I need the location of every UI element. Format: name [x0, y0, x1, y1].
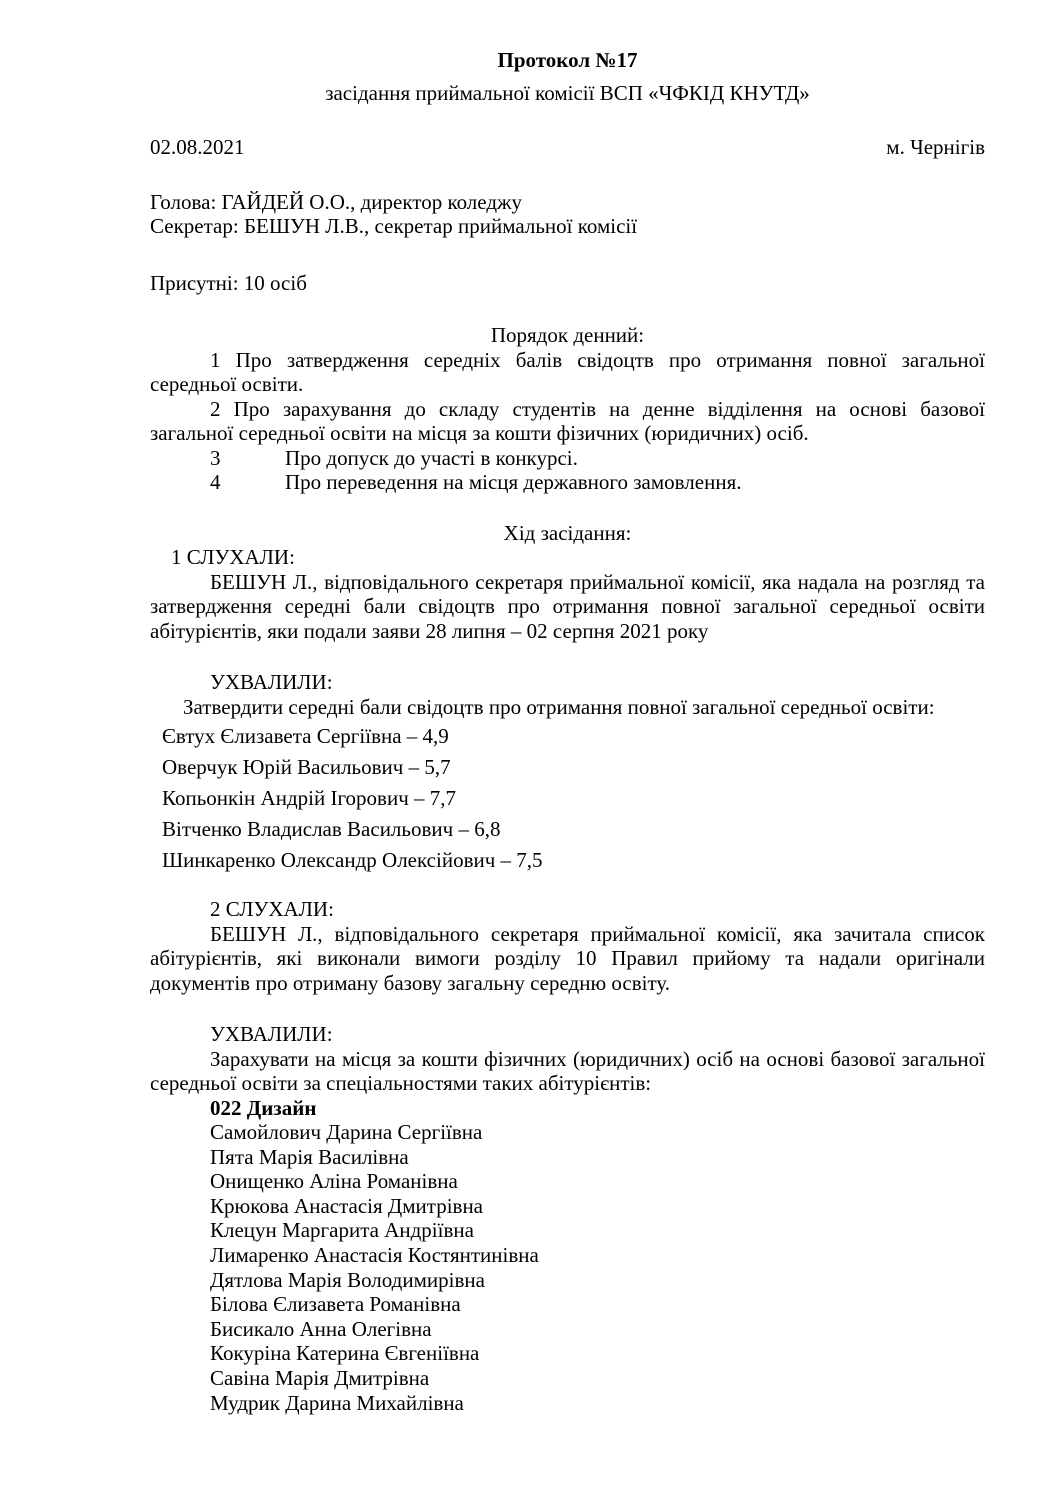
student-list-item: Самойлович Дарина Сергіївна: [210, 1120, 483, 1144]
agenda-item-4-number: 4: [210, 470, 221, 494]
agenda-item-1: [150, 348, 985, 397]
student-list-item: Дятлова Марія Володимирівна: [210, 1267, 485, 1292]
document-date: 02.08.2021: [150, 135, 245, 159]
specialty-heading: 022 Дизайн: [210, 1095, 317, 1120]
document-title: Протокол №17: [497, 48, 638, 72]
section2-heard-heading: 2 СЛУХАЛИ:: [210, 897, 334, 921]
student-list-item: Онищенко Аліна Романівна: [210, 1169, 458, 1194]
score-list-item: Євтух Єлизавета Сергіївна – 4,9: [162, 724, 449, 748]
score-list-item: Копьонкін Андрій Ігорович – 7,7: [162, 786, 456, 810]
section1-heard-heading: 1 СЛУХАЛИ:: [171, 545, 295, 569]
agenda-item-3-number: 3: [210, 445, 221, 470]
chairman-line: Голова: ГАЙДЕЙ О.О., директор коледжу: [150, 189, 523, 214]
section1-resolution-intro: Затвердити середні бали свідоцтв про отримання повної загальної середньої освіти:: [183, 694, 935, 719]
document-subtitle: засідання приймальної комісії ВСП «ЧФКІД КНУТД»: [325, 80, 810, 105]
student-list-item: Білова Єлизавета Романівна: [210, 1292, 461, 1317]
student-list-item: Пята Марія Василівна: [210, 1144, 409, 1169]
agenda-item-3: [150, 446, 985, 471]
agenda-item-2: [150, 397, 985, 446]
student-list-item: Крюкова Анастасія Дмитрівна: [210, 1193, 483, 1218]
document-city: м. Чернігів: [886, 135, 985, 159]
agenda-heading: Порядок денний:: [490, 323, 645, 347]
student-list-item: Лимаренко Анастасія Костянтинівна: [210, 1242, 539, 1267]
section2-resolution-intro: Зарахувати на місця за кошти фізичних (юридичних) осіб на основі базової загальної середньої освіти за спеціальностями таких абітурієнтів:: [150, 1046, 985, 1095]
student-list-item: Савіна Марія Дмитрівна: [210, 1365, 430, 1390]
section2-speech: БЕШУН Л., відповідального секретаря приймальної комісії, яка зачитала список абітурієнтів, які виконали вимоги розділу 10 Правил прийому та надали оригінали документів про отриману базову загальну середню освіту.: [150, 921, 985, 995]
agenda-item-3-text: Про допуск до участі в конкурсі.: [285, 445, 578, 470]
score-list-item: Шинкаренко Олександр Олексійович – 7,5: [162, 848, 543, 872]
section2-resolution-heading: УХВАЛИЛИ:: [210, 1022, 333, 1046]
student-list-item: Кокуріна Катерина Євгеніївна: [210, 1341, 480, 1366]
officials-block: [150, 190, 985, 239]
secretary-line: Секретар: БЕШУН Л.В., секретар приймальної комісії: [150, 214, 638, 238]
student-list-item: Мудрик Дарина Михайлівна: [210, 1390, 464, 1415]
agenda-item-2-number: 2: [210, 396, 221, 421]
attendees-line: Присутні: 10 осіб: [150, 270, 307, 295]
agenda-item-4-text: Про переведення на місця державного замовлення.: [285, 470, 742, 494]
section1-resolution-heading: УХВАЛИЛИ:: [210, 670, 333, 694]
scores-list: [150, 724, 985, 873]
agenda-item-1-number: 1: [210, 347, 221, 372]
agenda-item-2-text: Про зарахування до складу студентів на денне відділення на основі базової загальної середньої освіти на місця за кошти фізичних (юридичних) осіб.: [150, 396, 986, 445]
students-list: [150, 1120, 985, 1415]
date-city-row: [150, 135, 985, 160]
proceedings-heading: Хід засідання:: [503, 520, 632, 545]
student-list-item: Клецун Маргарита Андріївна: [210, 1218, 474, 1243]
agenda-item-1-text: Про затвердження середніх балів свідоцтв про отримання повної загальної середньої освіти.: [150, 347, 985, 396]
student-list-item: Бисикало Анна Олегівна: [210, 1316, 432, 1341]
agenda-item-4: [150, 470, 985, 495]
section1-speech: БЕШУН Л., відповідального секретаря приймальної комісії, яка надала на розгляд та затвердження середні бали свідоцтв про отримання повної загальної середньої освіти абітурієнтів, яки подали заяви 28 липня – 02 серпня 2021 року: [150, 569, 985, 643]
score-list-item: Оверчук Юрій Васильович – 5,7: [162, 755, 451, 779]
score-list-item: Вітченко Владислав Васильович – 6,8: [162, 817, 501, 841]
